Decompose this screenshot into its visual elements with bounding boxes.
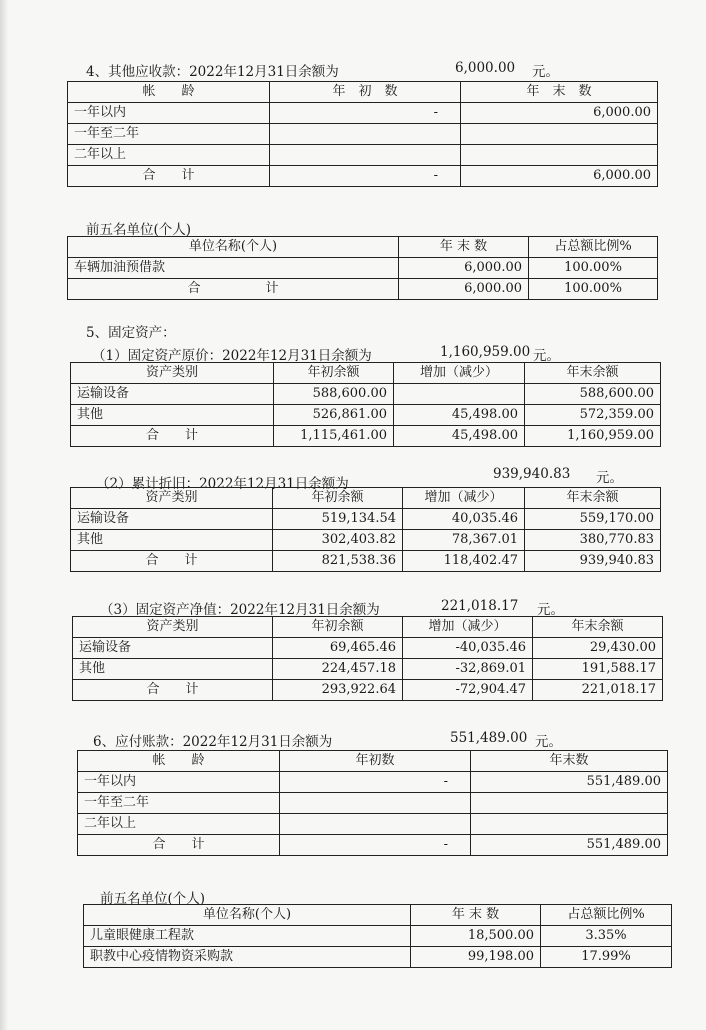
- total-label: 合 计: [71, 426, 274, 447]
- end-cell: 380,770.83: [525, 530, 661, 551]
- header-cell: 帐 龄: [78, 751, 280, 772]
- table-row: [68, 258, 658, 279]
- header-cell: 占总额比例%: [529, 237, 658, 258]
- s5-original-caption: （1）固定资产原价：2022年12月31日余额为: [92, 348, 372, 364]
- table-row: [78, 814, 668, 835]
- total-begin: 293,922.64: [273, 680, 403, 701]
- amount-cell: 6,000.00: [399, 258, 529, 279]
- s5-depreciation-amount: 939,940.83: [493, 466, 571, 482]
- table-total-row: [68, 166, 658, 187]
- begin-cell: [270, 145, 461, 166]
- s4-aging-table: [67, 81, 658, 187]
- row-label: 其他: [71, 530, 273, 551]
- amount-cell: 99,198.00: [411, 947, 541, 968]
- header-cell: 年 末 数: [399, 237, 529, 258]
- change-cell: 78,367.01: [403, 530, 525, 551]
- total-change: 45,498.00: [394, 426, 525, 447]
- total-change: 118,402.47: [403, 551, 525, 572]
- header-cell: 资产类别: [71, 363, 274, 384]
- row-label: 运输设备: [71, 384, 274, 405]
- header-cell: 资产类别: [71, 488, 273, 509]
- table-total-row: [71, 551, 661, 572]
- header-cell: 占总额比例%: [541, 905, 672, 926]
- table-header-row: [68, 237, 658, 258]
- s4-unit: 元。: [532, 64, 559, 80]
- end-cell: 588,600.00: [525, 384, 661, 405]
- total-end: 1,160,959.00: [525, 426, 661, 447]
- s6-caption: 6、应付账款：2022年12月31日余额为: [93, 734, 333, 750]
- unit-name: 职教中心疫情物资采购款: [84, 947, 411, 968]
- row-label: 运输设备: [71, 509, 273, 530]
- s5-original-amount: 1,160,959.00: [440, 344, 531, 360]
- total-pct: 100.00%: [529, 279, 658, 300]
- begin-cell: [280, 793, 471, 814]
- table-row: [68, 103, 658, 124]
- header-cell: 增加（减少）: [394, 363, 525, 384]
- change-cell: [394, 384, 525, 405]
- s5-depreciation-unit: 元。: [596, 470, 623, 486]
- begin-cell: 519,134.54: [273, 509, 403, 530]
- row-label: 一年以内: [68, 103, 270, 124]
- unit-name: 车辆加油预借款: [68, 258, 399, 279]
- begin-cell: 302,403.82: [273, 530, 403, 551]
- total-begin: -: [270, 166, 461, 187]
- header-cell: 帐 龄: [68, 82, 270, 103]
- change-cell: 45,498.00: [394, 405, 525, 426]
- total-label: 合 计: [73, 680, 273, 701]
- begin-cell: 224,457.18: [273, 659, 403, 680]
- s6-amount: 551,489.00: [450, 730, 528, 746]
- change-cell: -32,869.01: [403, 659, 533, 680]
- s6-unit: 元。: [535, 734, 562, 750]
- total-amount: 6,000.00: [399, 279, 529, 300]
- total-end: 939,940.83: [525, 551, 661, 572]
- table-header-row: [71, 488, 661, 509]
- table-row: [84, 926, 672, 947]
- s4-caption: 4、其他应收款：2022年12月31日余额为: [86, 64, 339, 80]
- row-label: 二年以上: [68, 145, 270, 166]
- begin-cell: -: [280, 772, 471, 793]
- table-row: [78, 772, 668, 793]
- table-row: [73, 659, 663, 680]
- header-cell: 资产类别: [73, 617, 273, 638]
- header-cell: 年初数: [280, 751, 471, 772]
- end-cell: [461, 145, 658, 166]
- total-label: 合 计: [78, 835, 280, 856]
- s5-net-amount: 221,018.17: [441, 598, 519, 614]
- begin-cell: 526,861.00: [274, 405, 394, 426]
- table-row: [78, 793, 668, 814]
- table-total-row: [71, 426, 661, 447]
- s5-net-caption: （3）固定资产净值：2022年12月31日余额为: [100, 602, 380, 618]
- s5-depreciation-caption: （2）累计折旧：2022年12月31日余额为: [96, 476, 349, 492]
- s5-caption: 5、固定资产：: [86, 325, 176, 341]
- header-cell: 年初余额: [273, 617, 403, 638]
- s5-original-table: [70, 362, 661, 447]
- total-label: 合 计: [71, 551, 273, 572]
- total-end: 6,000.00: [461, 166, 658, 187]
- end-cell: 559,170.00: [525, 509, 661, 530]
- row-label: 其他: [71, 405, 274, 426]
- total-begin: 821,538.36: [273, 551, 403, 572]
- table-row: [71, 405, 661, 426]
- header-cell: 年 末 数: [411, 905, 541, 926]
- row-label: 一年至二年: [78, 793, 280, 814]
- s6-top5-caption: 前五名单位(个人): [100, 891, 206, 907]
- pct-cell: 17.99%: [541, 947, 672, 968]
- table-row: [68, 145, 658, 166]
- row-label: 运输设备: [73, 638, 273, 659]
- begin-cell: 588,600.00: [274, 384, 394, 405]
- end-cell: 6,000.00: [461, 103, 658, 124]
- scan-edge-shadow: [0, 0, 8, 1030]
- table-header-row: [71, 363, 661, 384]
- total-end: 551,489.00: [471, 835, 668, 856]
- header-cell: 年 初 数: [270, 82, 461, 103]
- total-change: -72,904.47: [403, 680, 533, 701]
- s5-depreciation-table: [70, 487, 661, 572]
- row-label: 其他: [73, 659, 273, 680]
- total-label: 合 计: [68, 279, 399, 300]
- table-header-row: [73, 617, 663, 638]
- table-row: [71, 530, 661, 551]
- table-header-row: [84, 905, 672, 926]
- table-total-row: [68, 279, 658, 300]
- begin-cell: 69,465.46: [273, 638, 403, 659]
- table-total-row: [78, 835, 668, 856]
- row-label: 一年至二年: [68, 124, 270, 145]
- s6-top5-table: [83, 904, 672, 968]
- s4-top5-table: [67, 236, 658, 300]
- total-begin: -: [280, 835, 471, 856]
- begin-cell: [280, 814, 471, 835]
- pct-cell: 100.00%: [529, 258, 658, 279]
- header-cell: 年初余额: [274, 363, 394, 384]
- end-cell: 572,359.00: [525, 405, 661, 426]
- s4-amount: 6,000.00: [455, 60, 516, 76]
- s6-aging-table: [77, 750, 668, 856]
- s5-original-unit: 元。: [533, 348, 560, 364]
- begin-cell: -: [270, 103, 461, 124]
- total-end: 221,018.17: [533, 680, 663, 701]
- pct-cell: 3.35%: [541, 926, 672, 947]
- header-cell: 年初余额: [273, 488, 403, 509]
- header-cell: 增加（减少）: [403, 617, 533, 638]
- header-cell: 单位名称(个人): [84, 905, 411, 926]
- change-cell: 40,035.46: [403, 509, 525, 530]
- amount-cell: 18,500.00: [411, 926, 541, 947]
- end-cell: [461, 124, 658, 145]
- s5-net-table: [72, 616, 663, 701]
- change-cell: -40,035.46: [403, 638, 533, 659]
- end-cell: [471, 814, 668, 835]
- s4-top5-caption: 前五名单位(个人): [86, 222, 192, 238]
- end-cell: [471, 793, 668, 814]
- table-row: [73, 638, 663, 659]
- end-cell: 29,430.00: [533, 638, 663, 659]
- total-begin: 1,115,461.00: [274, 426, 394, 447]
- total-label: 合 计: [68, 166, 270, 187]
- table-row: [71, 509, 661, 530]
- table-row: [71, 384, 661, 405]
- header-cell: 年末数: [471, 751, 668, 772]
- unit-name: 儿童眼健康工程款: [84, 926, 411, 947]
- end-cell: 551,489.00: [471, 772, 668, 793]
- header-cell: 增加（减少）: [403, 488, 525, 509]
- table-row: [68, 124, 658, 145]
- table-row: [84, 947, 672, 968]
- header-cell: 年末余额: [525, 488, 661, 509]
- table-total-row: [73, 680, 663, 701]
- s5-net-unit: 元。: [537, 602, 564, 618]
- row-label: 二年以上: [78, 814, 280, 835]
- table-header-row: [68, 82, 658, 103]
- header-cell: 年 末 数: [461, 82, 658, 103]
- begin-cell: [270, 124, 461, 145]
- end-cell: 191,588.17: [533, 659, 663, 680]
- table-header-row: [78, 751, 668, 772]
- header-cell: 单位名称(个人): [68, 237, 399, 258]
- row-label: 一年以内: [78, 772, 280, 793]
- header-cell: 年末余额: [533, 617, 663, 638]
- header-cell: 年末余额: [525, 363, 661, 384]
